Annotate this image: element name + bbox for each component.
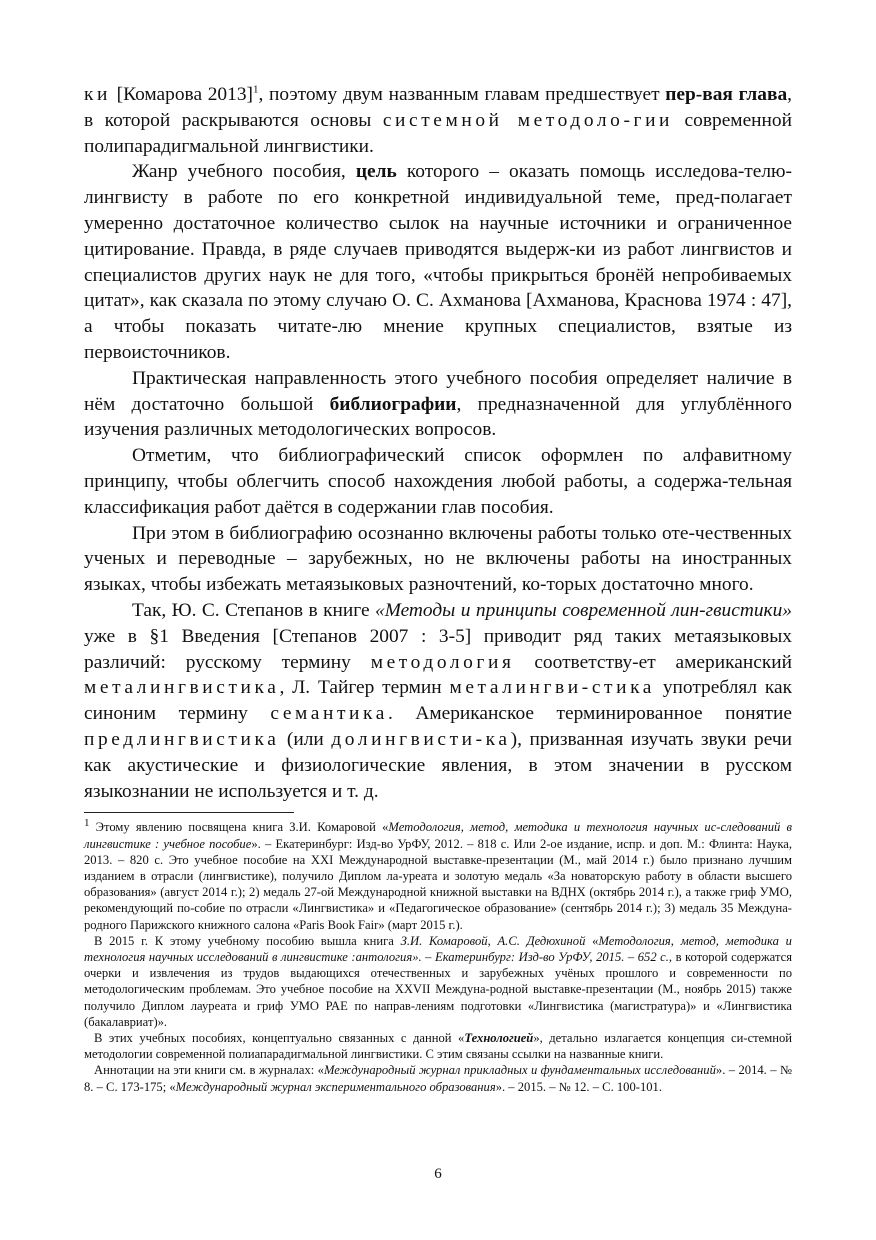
spaced-term: методология <box>370 651 515 673</box>
text-run: В этих учебных пособиях, концептуально связанных с данной « <box>94 1030 465 1045</box>
text-run: , Л. Тайгер термин <box>279 677 450 699</box>
paragraph-4 <box>84 443 792 520</box>
book-title: Технологией <box>464 1030 534 1045</box>
text-run: ». – 2014. – № 8. – С. 173-175; « <box>84 1063 792 1094</box>
text-run: , в которой раскрываются основы <box>84 84 793 131</box>
text-run: (или <box>279 728 332 750</box>
footnotes <box>84 819 792 1094</box>
text-run: современной полипарадигмальной лингвистики. <box>84 109 793 157</box>
text-run: , поэтому двум названным главам предшествует <box>258 84 666 105</box>
book-title: Методология, метод, методика и технология научных исследований в лингвистике :антология». – Екатеринбург: Изд-во УрФУ, 2015. – 652 с., <box>84 933 792 964</box>
spaced-term: ки <box>84 84 111 105</box>
text-run: В 2015 г. К этому учебному пособию вышла книга <box>94 933 401 948</box>
footnote-divider <box>84 812 294 813</box>
text-run: уже в §1 Введения [Степанов 2007 : 3-5] приводит ряд таких метаязыковых различий: русскому термину <box>84 625 792 673</box>
text-run: При этом в библиографию осознанно включены работы только оте-чественных ученых и переводные – зарубежных, но не включены работы на иностранных языках, чтобы избежать метаязыковых разночтений, ко-торых достаточно много. <box>84 522 792 596</box>
book-title: «Методы и принципы современной лин-гвистики» <box>375 599 792 621</box>
footnote-1 <box>84 819 792 932</box>
text-run: Этому явлению посвящена книга З.И. Комаровой « <box>89 820 389 835</box>
paragraph-5 <box>84 521 792 598</box>
journal-title: Международный журнал экспериментального образования <box>175 1079 496 1094</box>
paragraph-2 <box>84 159 792 365</box>
paragraph-3 <box>84 366 792 443</box>
book-title: Методология, метод, методика и технология научных ис-следований в лингвистике : учебное пособие <box>84 820 792 851</box>
paragraph-1 <box>84 82 792 159</box>
text-run: , предназначенной для углублённого изучения различных методологических вопросов. <box>84 393 792 441</box>
text-run: в которой содержатся очерки и извлечения из трудов выдающихся отечественных и зарубежных учёных прошлого и современности по методологическим проблемам. Это учебное пособие на XXVII Междуна-родной выставке-презентации (М., ноябрь 2015) также получило Диплом лауреата и гриф УМО РАЕ по направ-лениям подготовки «Лингвистика (магистратура)» и «Лингвистика (бакалавриат)». <box>84 949 792 1029</box>
text-run: Отметим, что библиографический список оформлен по алфавитному принципу, чтобы облегчить способ нахождения любой работы, а содержа-тельная классификация работ даётся в содержании глав пособия. <box>84 445 792 518</box>
page-body <box>84 82 792 1095</box>
journal-title: Международный журнал прикладных и фундаментальных исследований <box>323 1063 716 1078</box>
text-run: соответству-ет американский <box>514 651 792 673</box>
authors: З.И. Комаровой, А.С. Дедюхиной <box>400 933 586 948</box>
footnote-marker: 1 <box>84 817 90 830</box>
spaced-term: предлингвистика <box>84 728 280 750</box>
footnote-2 <box>84 933 792 1030</box>
spaced-term: металингвистика <box>84 677 280 699</box>
text-run: Жанр учебного пособия, <box>132 161 356 183</box>
footnote-ref[interactable]: 1 <box>252 83 259 96</box>
bold-term: пер-вая глава <box>665 84 788 105</box>
main-text <box>84 82 792 804</box>
text-run: употреблял как синоним термину <box>84 677 792 725</box>
text-run: « <box>585 933 599 948</box>
text-run: . Американское терминированное понятие <box>387 703 792 725</box>
text-run: Так, Ю. С. Степанов в книге <box>132 599 375 621</box>
page-number: 6 <box>434 1166 442 1182</box>
footnote-3 <box>84 1030 792 1062</box>
text-run: ), призванная изучать звуки речи как акустические и физиологические явления, в этом значении в русском языкознании не используется и т. д. <box>84 728 792 802</box>
paragraph-6 <box>84 598 792 804</box>
bold-term: библиографии <box>329 393 457 415</box>
text-run: которого – оказать помощь исследова-телю-лингвисту в работе по его конкретной индивидуальной теме, пред-полагает умеренно достаточное количество сылок на научные источники и ограниченное цитирование. Правда, в ряде случаев приводятся выдерж-ки из работ лингвистов и специалистов других наук не для того, «чтобы прикрыться бронёй непробиваемых цитат», как сказала по этому случаю О. С. Ахманова [Ахманова, Краснова 1974 : 47], а чтобы показать читате-лю мнение крупных специалистов, взятые из первоисточников. <box>84 161 793 363</box>
text-run: Аннотации на эти книги см. в журналах: « <box>94 1063 324 1078</box>
text-run: Практическая направленность этого учебного пособия определяет наличие в нём достаточно большой <box>84 367 792 415</box>
spaced-term: семантика <box>270 703 388 725</box>
spaced-term: системной методоло-гии <box>382 109 674 131</box>
bold-term: цель <box>355 161 397 183</box>
text-run: ». – 2015. – № 12. – С. 100-101. <box>495 1079 662 1094</box>
footnote-4 <box>84 1062 792 1094</box>
text-run: ». – Екатеринбург: Изд-во УрФУ, 2012. – 818 с. Или 2-ое издание, испр. и доп. М.: Флинта: Наука, 2013. – 820 с. Это учебное пособие на XXI Международной выставке-презентации (М., май 2014 г.) было признано лучшим изданием в отрасли (лингвистике), получило Диплом ла-уреата и золотую медаль «За новаторскую работу в области высшего образования» (август 2014 г.); 2) медаль 27-ой Международной книжной выставки на ВДНХ (октябрь 2014 г.), а также гриф УМО, рекомендующий по-собие по отрасли «Лингвистика» и «Педагогическое образование» (сентябрь 2014 г.); 3) медаль 35 Междуна-родного Парижского книжного салона «Paris Book Fair» (март 2015 г.). <box>84 836 792 932</box>
text-run: », детально излагается концепция си-стемной методологии современной полиапарадигмальной лингвистики. С этим связаны ссылки на названные книги. <box>84 1030 792 1062</box>
spaced-term: металингви-стика <box>449 677 656 699</box>
spaced-term: долингвисти-ка <box>331 728 511 750</box>
citation: [Комарова 2013] <box>111 84 253 105</box>
